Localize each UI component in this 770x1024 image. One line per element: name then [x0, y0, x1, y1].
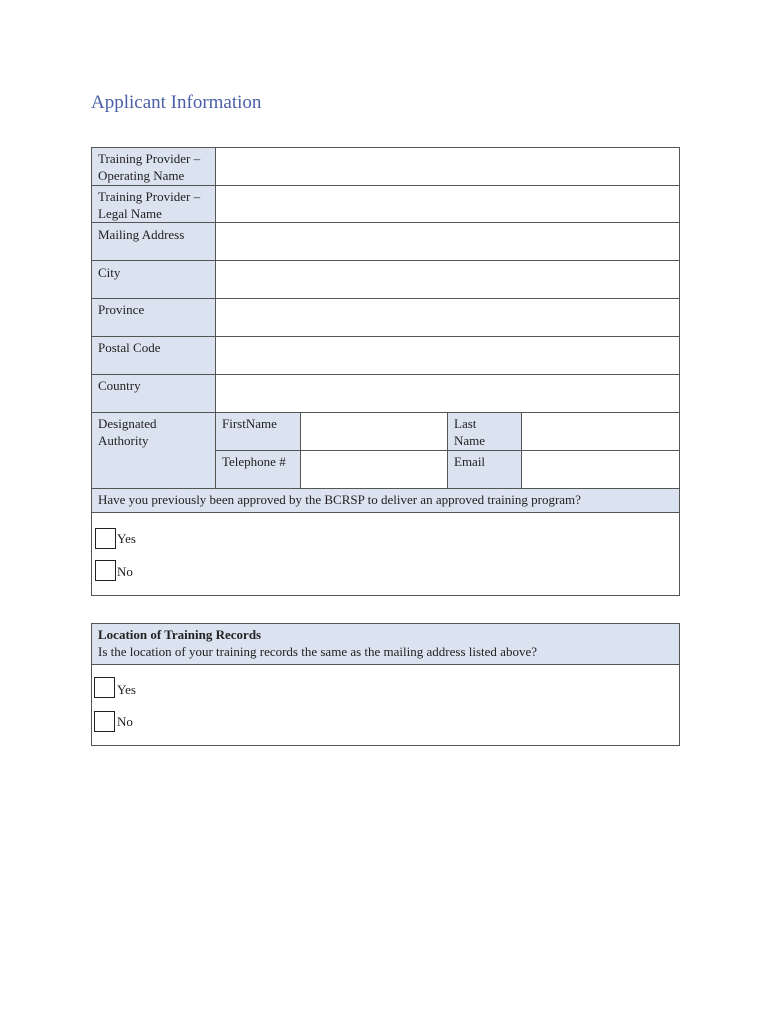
operating-name-label: Training Provider – Operating Name — [98, 151, 201, 183]
training-records-question: Is the location of your training records the same as the mailing address listed above? — [98, 644, 537, 659]
training-records-yes-label: Yes — [117, 682, 136, 697]
designated-authority-label: Designated Authority — [98, 416, 157, 448]
mailing-address-label: Mailing Address — [98, 227, 185, 242]
telephone-field[interactable] — [301, 451, 447, 488]
email-field[interactable] — [522, 451, 679, 488]
previous-approval-question: Have you previously been approved by the BCRSP to deliver an approved training program? — [98, 492, 581, 507]
email-label: Email — [454, 454, 486, 469]
operating-name-field[interactable] — [216, 148, 679, 185]
training-records-heading-text: Location of Training Records — [98, 627, 262, 642]
postal-code-field[interactable] — [216, 337, 679, 374]
previous-approval-no-label: No — [117, 564, 133, 579]
last-name-field[interactable] — [522, 413, 679, 450]
training-records-no-label: No — [117, 714, 133, 729]
country-field[interactable] — [216, 375, 679, 412]
previous-approval-yes-label: Yes — [117, 531, 136, 546]
province-field[interactable] — [216, 299, 679, 336]
legal-name-field[interactable] — [216, 186, 679, 222]
city-label: City — [98, 265, 121, 280]
previous-approval-yes-checkbox[interactable] — [95, 528, 116, 549]
mailing-address-field[interactable] — [216, 223, 679, 260]
country-label: Country — [98, 378, 141, 393]
legal-name-label: Training Provider – Legal Name — [98, 189, 201, 221]
previous-approval-no-checkbox[interactable] — [95, 560, 116, 581]
city-field[interactable] — [216, 261, 679, 298]
last-name-label: Last Name — [454, 416, 486, 448]
first-name-field[interactable] — [301, 413, 447, 450]
telephone-label: Telephone # — [222, 454, 286, 469]
section-title: Applicant Information — [91, 92, 262, 113]
province-label: Province — [98, 302, 145, 317]
training-records-yes-checkbox[interactable] — [94, 677, 115, 698]
postal-code-label: Postal Code — [98, 340, 161, 355]
training-records-no-checkbox[interactable] — [94, 711, 115, 732]
first-name-label: FirstName — [222, 416, 277, 431]
